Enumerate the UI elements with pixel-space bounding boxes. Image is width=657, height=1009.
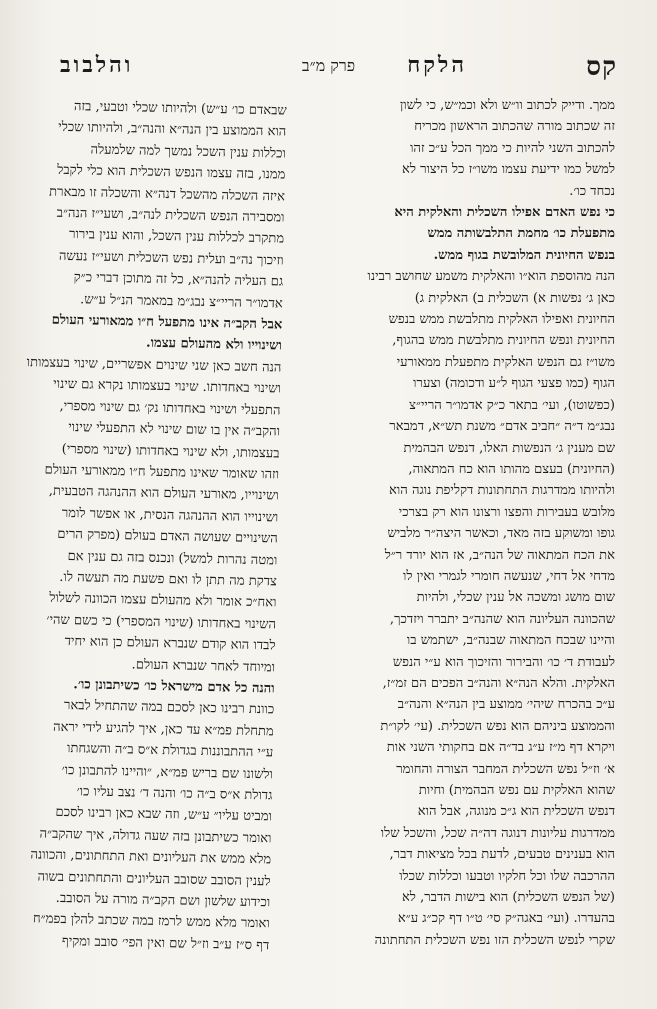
text-line: ושינוי באחדותו. שינוי בעצמותו נקרא גם שינוי [53,377,282,397]
chapter-label: פרק מ״ב [301,56,356,75]
text-line: השינויים שעושה האדם בעולם (מפרק הרים [57,526,278,547]
text-line: והנה כל אדם מישראל כו׳ כשיתבונן כו׳. [73,677,275,697]
text-line: התפעלי ושינוי באחדותו נק׳ גם שינוי מספרי, [59,398,281,419]
text-line: ממדרגות עליונות דנוגה דה״ה שכל, והשכל שלו [380,825,615,841]
text-line: ולהיותו ממדרגות התחתונות דקליפת נוגה הוא [389,483,615,499]
text-line: החיונית ואפילו האלקית מתלבשת ממש בנפש [388,312,615,328]
text-line: גם העליה להנה״א, כל זה מתוכן דברי כ״ק [73,270,284,290]
text-line: שום מושג ומשכה אל ענין שכלי, ולהיות [416,590,615,606]
text-line: והיינו שבכח המתאוה שבנה״ב, ישתמש בו [406,633,615,649]
text-line: (של הנפש השכלית) הוא בישות הדבר, לא [401,890,615,906]
text-line: הגוף (כמו פצעי הגוף ל״ע ודכומה) וצערו [413,376,615,392]
text-line: דף ס״ז ע״ב וז״ל שם ואין הפי׳ סובב ומקיף [61,933,270,954]
text-line: בעצמותו, ולא שינוי באחדותו (שינוי מספרי) [61,441,280,461]
text-line: מלא ממש את העליונים ואת התחתונים, והכוונה [30,847,272,868]
header-title-right: הלקח [407,52,467,78]
text-line: ההרכבה שלו וכל חלקיו וטבעו וכללות שכלו [399,868,615,884]
text-line: וזהו שאומר שאינו מתפעל ח״ו ממאורעי העולם [44,462,280,483]
page-number: קס [586,52,617,82]
text-line: מלובש בעבירות והפצו ורצונו הוא רק בצרכי [398,504,615,520]
left-text-column [3,95,287,1000]
text-line: למשל כמו ידיעת עצמו משו״ז כל היצור לא [402,162,615,178]
text-line: ושינוייו ולא מהעולם עצמו. [145,336,282,354]
text-line: (החיונית) בעצם מהותו הוא כח המתאוה, [408,461,615,477]
text-line: הנה חשב כאן שני שינוים אפשריים, שינוי בעצמותו [26,355,282,376]
text-line: כאן ג׳ נפשות א) השכלית ב) האלקית ג) [414,290,615,306]
text-line: שהוא האלקית עם נפש הבהמית) וחיות [418,783,615,798]
text-line: שם מענין ג׳ הנפשות האלו, דנפש הבהמית [403,440,615,456]
text-line: וכללות ענין השכל נמשך למה שלמעלה [90,142,286,162]
text-line: משו״ז גם הנפש האלקית מתפעלת ממאורעי [396,354,615,370]
text-line: ואח״כ אומר ולא מהעולם עצמו הכוונה לשלול [49,591,277,611]
text-line: וזיכוך נה״ב ועלית נפש השכלית ושעי״ז נעשה [58,248,284,269]
right-text-column [350,95,615,995]
text-line: להכתוב השני להיות כי ממך הכל ע״כ זהו [410,140,615,156]
text-line: ומביט עליו״ ע״ש, וזה שבא כאן רבינו לסכם [55,805,273,825]
text-line: בהעדרו. (ועי׳ באגה״ק סי׳ ט״ו דף קכ״ג ע״א [397,911,615,927]
text-line: הנה מהוספת הוא״ו והאלקית משמע שחושב רבינו [367,269,615,285]
text-line: ע״כ בהכרח שיהי׳ ממוצע בין הנה״א והנה״ב [397,697,615,713]
text-line: הוא הממוצע בין הנה״א והנה״ב, ולהיותו שכלי [58,120,287,140]
text-line: מתחלת פמ״א עד כאן, איך להגיע לידי יראה [52,719,274,740]
text-line: (כפשוטו), ועי׳ בתאר כ״ק אדמו״ר הריי״צ [409,397,615,413]
text-line: צדקת מה תתן לו ואם פשעת מה תעשה לו. [59,569,278,590]
text-line: ומיוחד לאחר שנברא העולם. [131,656,276,675]
text-line: שבאדם כו׳ ע״ש) ולהיותו שכלי וטבעי, בזה [73,99,287,119]
text-line: אדמו״ר הריי״צ נבג״מ במאמר הנ״ל ע״ש. [79,291,283,312]
text-line: ואומר מלא ממש לרמז במה שכתב להלן בפמ״ח [32,911,270,932]
text-line: כי נפש האדם אפילו השכלית והאלקית היא [394,205,615,221]
text-line: לבדו הוא קודם שנברא העולם כן הוא יחיד [64,634,276,654]
running-header [40,52,617,86]
text-line: ואומר כשיתבונן בזה שעה גדולה, איך שהקב״ה [39,826,272,847]
text-line: ושינוייו, מאורעי העולם הוא ההנהגה הטבעית, [48,483,279,504]
text-line: א׳ וז״ל נפש השכלית המחבר הצורה והחומר [396,761,615,777]
text-line: והממוצע ביניהם הוא נפש השכלית. (עי׳ לקו״ת [380,718,615,734]
text-line: וכידוע שלשון ושם הקב״ה מורה על הסובב. [55,890,271,911]
text-line: מדחי אל דחי, שנעשה חומרי לגמרי ואין לו [403,568,615,584]
text-line: נכחד כו׳. [569,183,615,199]
text-line: בנפש החיונית המלובשת בגוף ממש. [433,247,615,263]
text-line: האלקית. והלא הנה״א והנה״ב הפכים הם זמ״ז, [382,675,615,691]
text-line: לענין הסובב שסובב העליונים והתחתונים בשוה [37,869,271,890]
text-line: זה שכתוב מורה שהכתוב הראשון מכריח [414,119,615,135]
text-line: מתקרב לכללות ענין השכל, והוא ענין בירור [68,227,285,247]
text-line: ומסבירה הנפש השכלית לנה״ב, ושעי״ז הנה״ב [56,205,285,226]
text-line: ע״י ההתבוננות בגדולת א״ס ב״ה והשגחתו [66,741,274,761]
text-line: את הכח המתאוה של הנה״ב, אז הוא יורד ר״ל [384,547,615,563]
text-line: נבג״מ ד״ה ״חביב אדם״ משנת תש״א, דמבאר [389,419,615,435]
text-line: דנפש השכלית הוא ג״כ מנוגה, אבל הוא [417,804,615,820]
text-line: ממך. ודייק לכתוב וו״ש ולא וכמ״ש, כי לשון [399,98,615,113]
text-line: ממנו, בזה עצמו הנפש השכלית הוא כלי לקבל [57,162,286,183]
text-line: והקב״ה אין בו שום שינוי לא התפעלי שינוי [68,420,281,440]
text-line: ויקרא דף מ״ז ע״ג בד״ה אם בחקותי השני אות [386,740,615,756]
text-line: ושינוייו הוא ההנהגה הנסית, או אפשר לומר [61,505,279,526]
text-line: איזה השכלה מהשכל דנה״א והשכלה זו מבארת [48,184,286,205]
text-line: מתפעלת כו׳ מחמת התלבשותה ממש [427,226,615,242]
text-line: שהכוונה העליונה הוא שהנה״ב יתברר ויזדכך, [389,611,615,627]
text-line: גופו ומשוקע בזה מאד, וכאשר היצה״ר מלביש [387,526,615,542]
text-line: גדולת א״ס ב״ה כו׳ והנה ד׳ נצב עליו כו׳ [76,784,273,804]
text-line: החיונית ונפש החיונית מתלבשת ממש בהגוף, [392,333,615,349]
text-line: כוונת רבינו כאן לסכם במה שהתחיל לבאר [63,698,275,718]
header-title-left: והלבוב [60,52,134,78]
text-line: ולשונו שם בריש פמ״א, ״והיינו להתבונן כו׳ [61,762,273,782]
text-line: לעבודת ד׳ כו׳ והבירור והזיכוך הוא ע״י הנפש [392,654,615,670]
text-line: השינוי באחדותו (שינוי המספרי) כי כשם שהי׳ [46,612,277,633]
text-line: אבל הקב״ה אינו מתפעל ח״ו ממאורעי העולם [51,312,283,333]
text-line: שקרי לנפש השכלית הזו נפש השכלית התחתונה [374,932,615,948]
text-line: הוא בענינים טבעים, לדעת בכל מציאות דבר, [389,847,615,863]
text-line: ומטה נהרות למשל) ונכנס בזה גם ענין אם [67,548,278,568]
